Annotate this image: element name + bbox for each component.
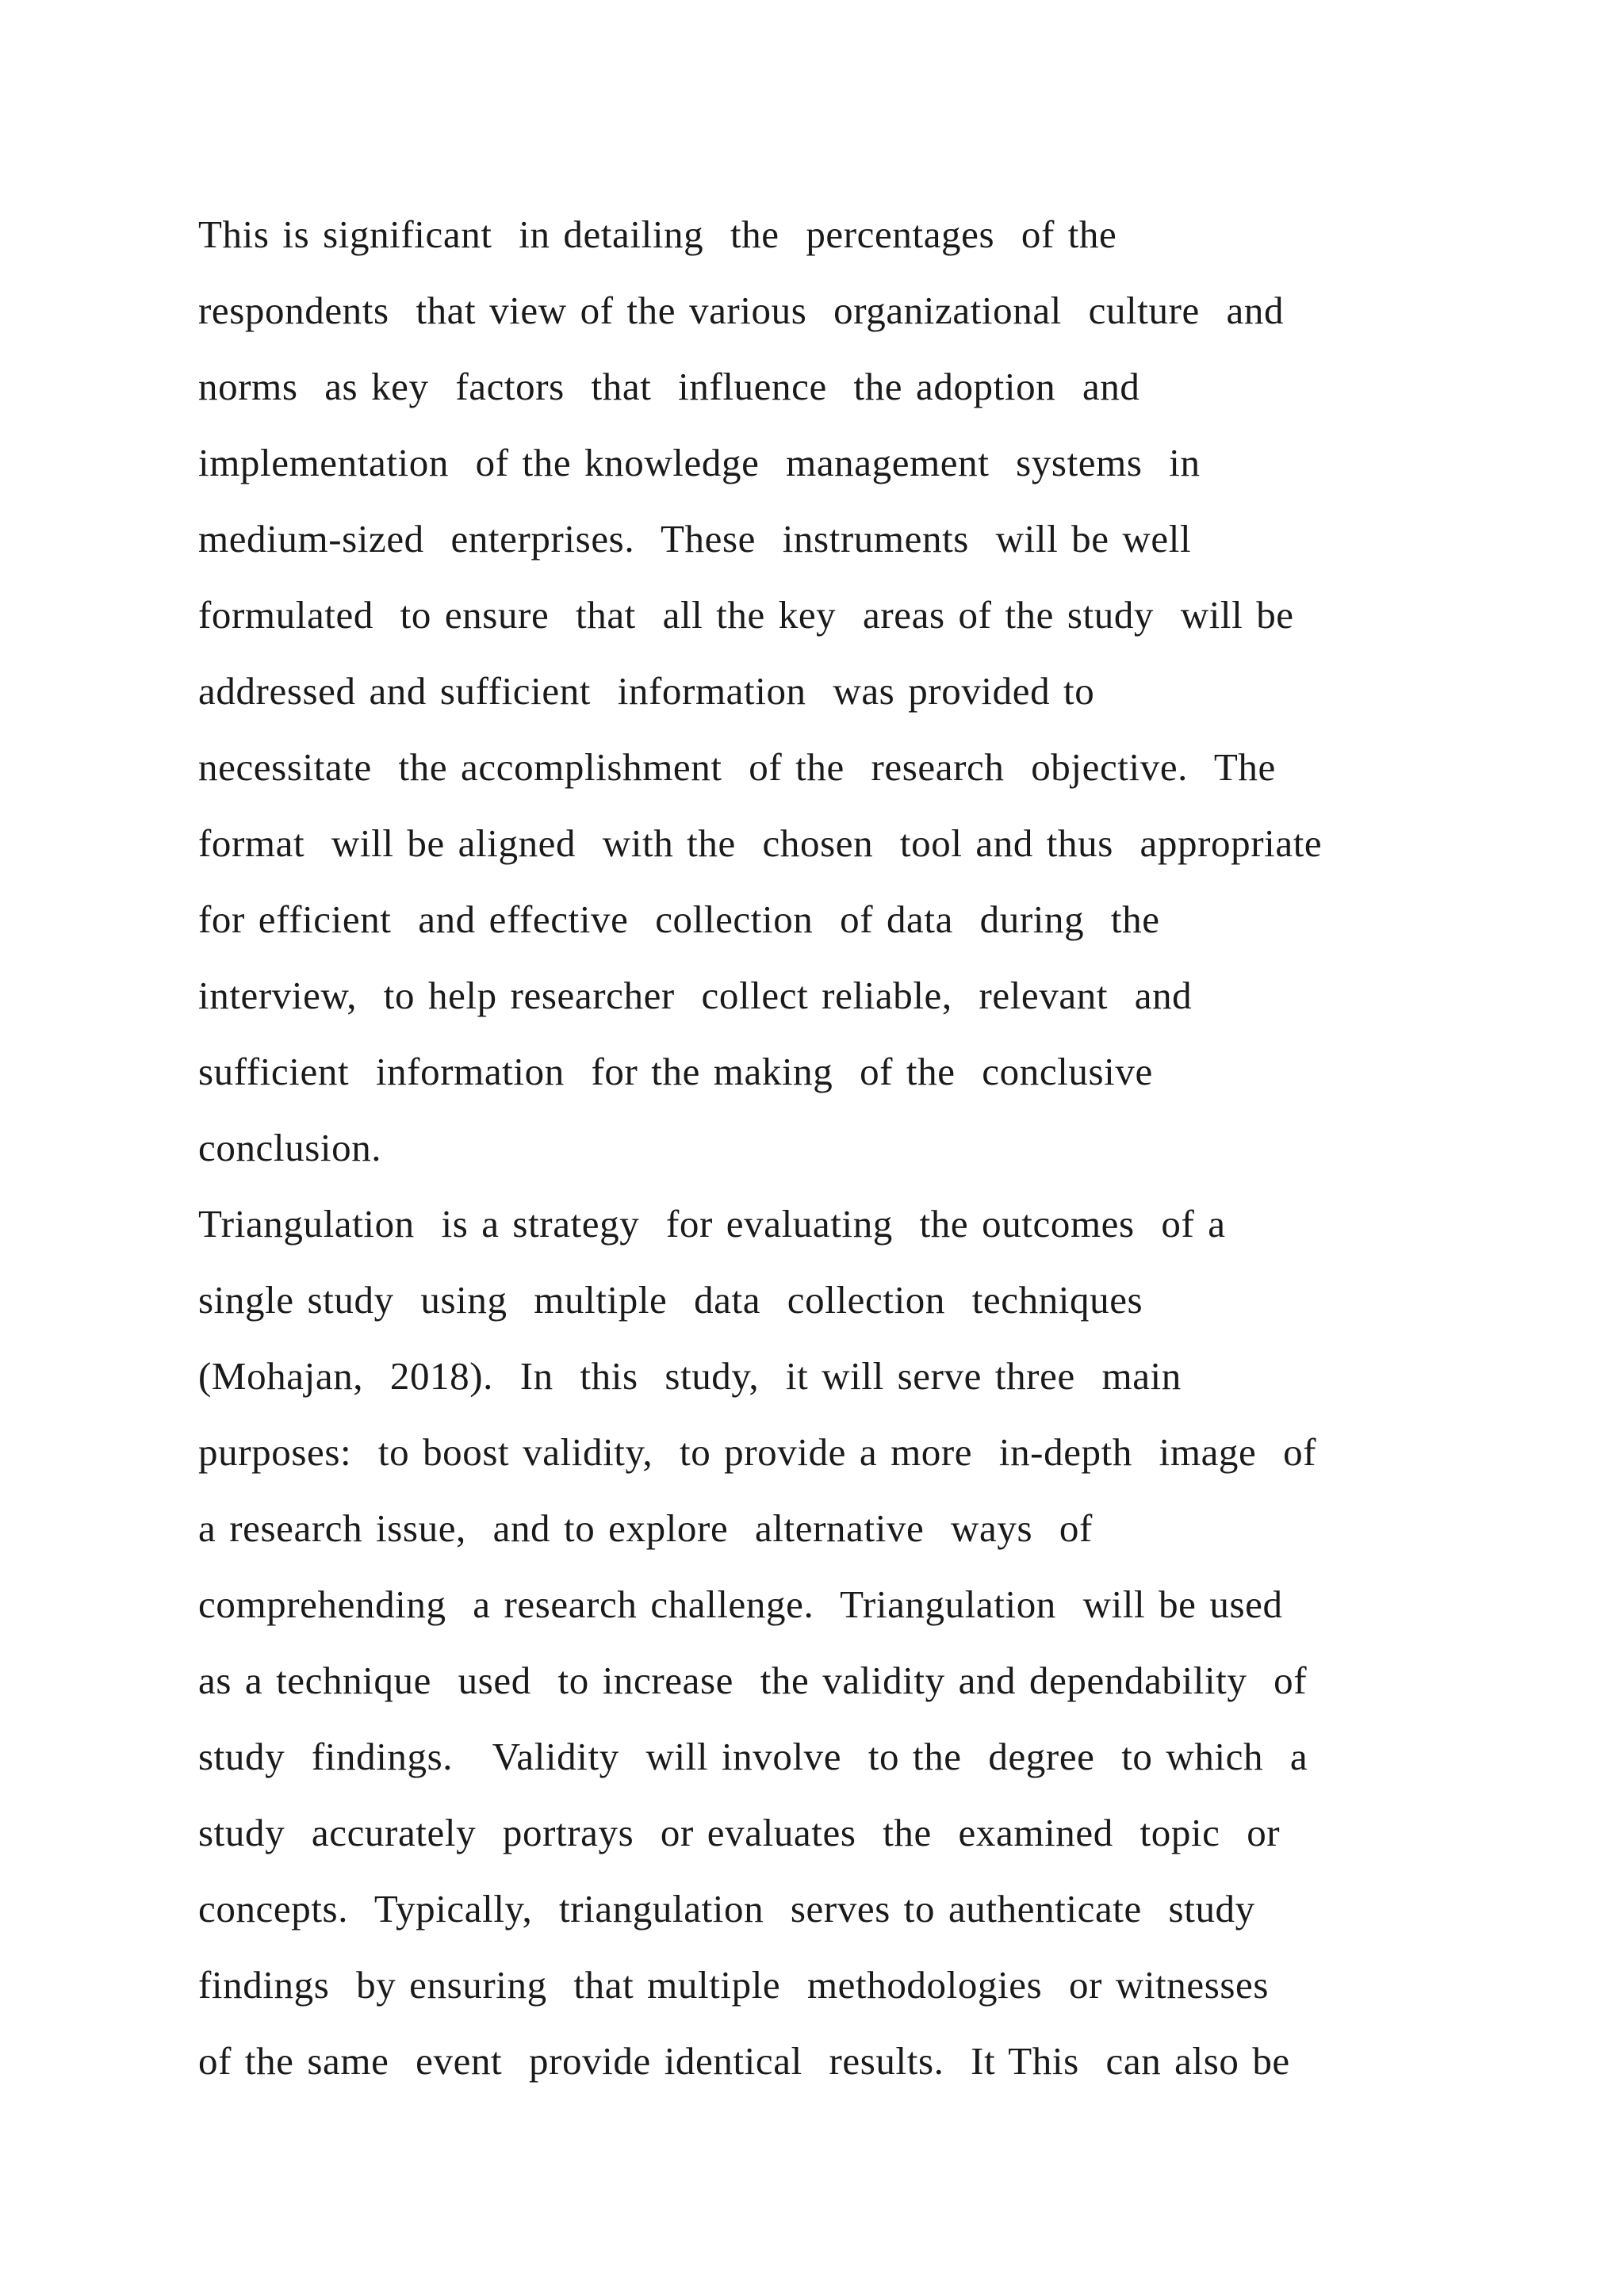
- text-line: respondents that view of the various organizational culture and: [198, 289, 1285, 332]
- text-line: concepts. Typically, triangulation serves to authenticate study: [198, 1887, 1255, 1931]
- text-line: sufficient information for the making of the conclusive: [198, 1050, 1153, 1093]
- text-line: Triangulation is a strategy for evaluating the outcomes of a: [198, 1202, 1226, 1246]
- text-line: format will be aligned with the chosen tool and thus appropriate: [198, 821, 1323, 865]
- text-line: addressed and sufficient information was provided to: [198, 669, 1095, 713]
- text-line: a research issue, and to explore alternative ways of: [198, 1506, 1093, 1550]
- text-line: single study using multiple data collection techniques: [198, 1278, 1143, 1322]
- text-line: as a technique used to increase the validity and dependability of: [198, 1659, 1308, 1702]
- text-line: implementation of the knowledge management systems in: [198, 441, 1201, 484]
- text-line: medium-sized enterprises. These instruments will be well: [198, 517, 1192, 561]
- text-line: of the same event provide identical results. It This can also be: [198, 2039, 1290, 2083]
- text-line: necessitate the accomplishment of the research objective. The: [198, 745, 1276, 789]
- body-text: [198, 197, 1435, 2099]
- text-line: conclusion.: [198, 1126, 382, 1169]
- text-line: for efficient and effective collection of data during the: [198, 897, 1160, 941]
- text-line: comprehending a research challenge. Triangulation will be used: [198, 1582, 1283, 1626]
- text-line: findings by ensuring that multiple methodologies or witnesses: [198, 1963, 1270, 2007]
- text-line: purposes: to boost validity, to provide a more in-depth image of: [198, 1430, 1317, 1474]
- text-line: interview, to help researcher collect reliable, relevant and: [198, 974, 1193, 1017]
- text-line: norms as key factors that influence the adoption and: [198, 365, 1140, 408]
- text-line: This is significant in detailing the percentages of the: [198, 212, 1117, 256]
- text-line: study findings. Validity will involve to the degree to which a: [198, 1735, 1308, 1778]
- text-line: study accurately portrays or evaluates the examined topic or: [198, 1811, 1281, 1854]
- text-line: (Mohajan, 2018). In this study, it will serve three main: [198, 1354, 1182, 1398]
- text-line: formulated to ensure that all the key areas of the study will be: [198, 593, 1294, 637]
